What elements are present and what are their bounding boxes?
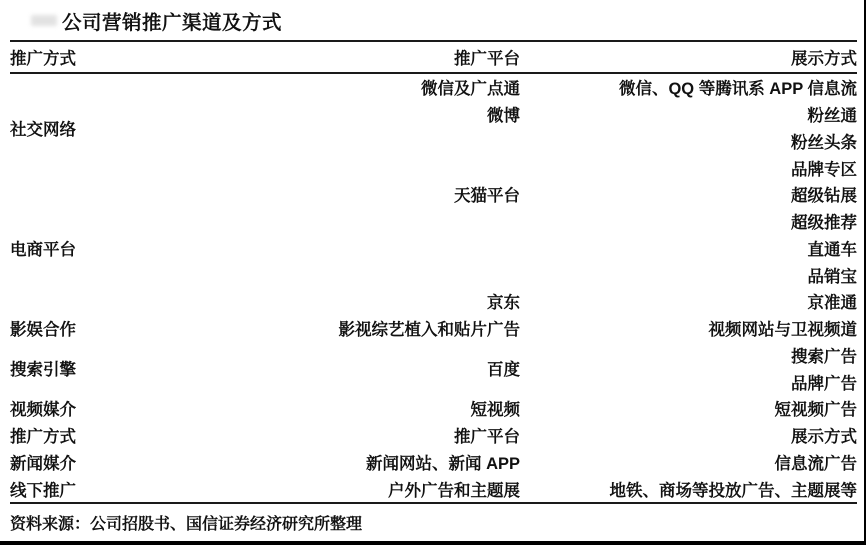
method-group-label: 电商平台: [10, 240, 76, 259]
method-group-label: 推广方式: [10, 428, 76, 447]
display-cell: 直通车: [807, 240, 857, 259]
platform-cell: 京东: [487, 294, 520, 313]
platform-cell: 户外广告和主题展: [388, 481, 520, 500]
method-group-label: 搜索引擎: [10, 361, 76, 380]
display-cell: 品牌广告: [791, 374, 857, 393]
platform-cell: 天猫平台: [454, 187, 520, 206]
table-bottom-rule: [10, 502, 857, 504]
platform-cell: 新闻网站、新闻 APP: [365, 454, 520, 473]
platform-cell: 短视频: [470, 401, 520, 420]
platform-cell: 微信及广点通: [421, 80, 520, 99]
header-platform: 推广平台: [454, 50, 520, 68]
method-group-label: 新闻媒介: [10, 454, 76, 473]
platform-cell: 微博: [487, 107, 520, 126]
platform-cell: 影视综艺植入和贴片广告: [338, 321, 520, 340]
table-body: [10, 74, 857, 502]
display-cell: 粉丝头条: [791, 133, 857, 152]
table: [10, 40, 857, 504]
platform-cell: 百度: [487, 361, 520, 380]
table-header-row: [10, 42, 857, 72]
method-group-label: 线下推广: [10, 481, 76, 500]
header-method: 推广方式: [10, 50, 76, 68]
display-cell: 品销宝: [807, 267, 857, 286]
faded-title-prefix: [31, 15, 57, 26]
display-cell: 搜索广告: [791, 347, 857, 366]
display-cell: 超级钻展: [791, 187, 857, 206]
method-group-label: 视频媒介: [10, 401, 76, 420]
display-cell: 京准通: [807, 294, 857, 313]
figure-title: 公司营销推广渠道及方式: [62, 12, 283, 34]
platform-cell: 推广平台: [454, 428, 520, 447]
display-cell: 短视频广告: [774, 401, 857, 420]
display-cell: 地铁、商场等投放广告、主题展等: [609, 481, 857, 500]
display-cell: 品牌专区: [791, 160, 857, 179]
display-cell: 微信、QQ 等腾讯系 APP 信息流: [618, 80, 857, 99]
display-cell: 视频网站与卫视频道: [708, 321, 857, 340]
display-cell: 粉丝通: [807, 107, 857, 126]
method-group-label: 影娱合作: [10, 321, 76, 340]
header-display: 展示方式: [791, 50, 857, 68]
display-cell: 展示方式: [791, 428, 857, 447]
source-note: 资料来源：公司招股书、国信证券经济研究所整理: [10, 516, 363, 533]
method-group-label: 社交网络: [10, 120, 76, 139]
display-cell: 信息流广告: [774, 454, 857, 473]
display-cell: 超级推荐: [791, 214, 857, 233]
